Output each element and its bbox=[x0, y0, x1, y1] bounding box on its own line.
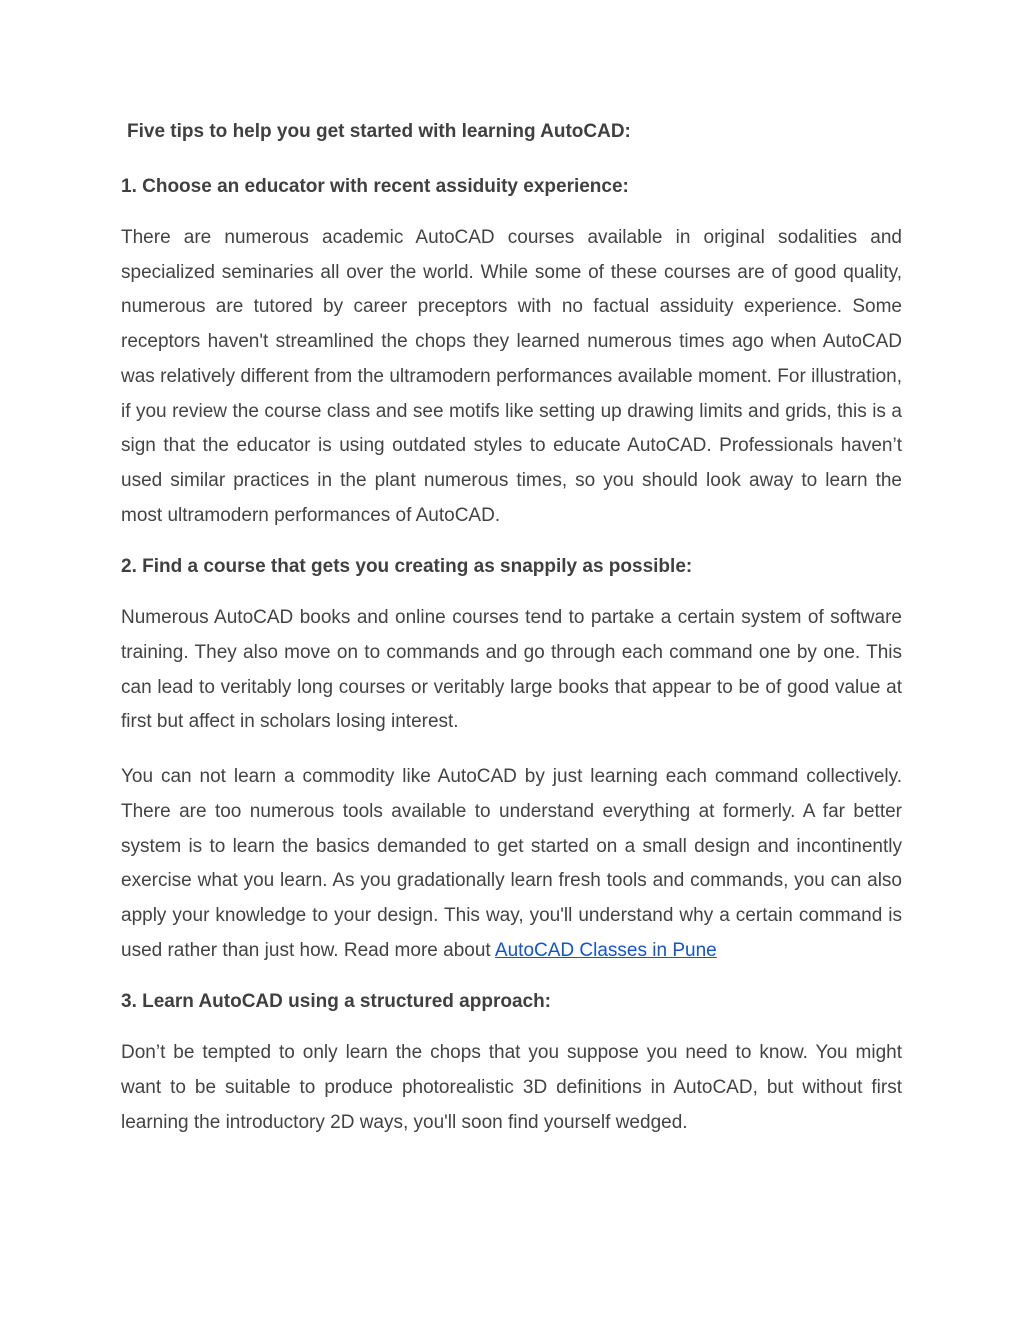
section-heading-2: 2. Find a course that gets you creating as snappily as possible: bbox=[121, 556, 693, 578]
autocad-classes-link[interactable]: AutoCAD Classes in Pune bbox=[494, 939, 717, 961]
document-page bbox=[121, 118, 902, 1160]
section-2-paragraph-1: Numerous AutoCAD books and online courses tend to partake a certain system of software training. They also move on to commands and go through each command one by one. This can lead to veritably long courses or veritably large books that appear to be of good value at first but affect in scholars losing interest. bbox=[121, 607, 902, 733]
section-3-paragraph-1: Don’t be tempted to only learn the chops that you suppose you need to know. You might want to be suitable to produce photorealistic 3D definitions in AutoCAD, but without first learning the introductory 2D ways, you'll soon find yourself wedged. bbox=[121, 1042, 902, 1133]
section-1-paragraph-1: There are numerous academic AutoCAD courses available in original sodalities and specialized seminaries all over the world. While some of these courses are of good quality, numerous are tutored by career preceptors with no factual assiduity experience. Some receptors haven't streamlined the chops they learned numerous times ago when AutoCAD was relatively different from the ultramodern performances available moment. For illustration, if you review the course class and see motifs like setting up drawing limits and grids, this is a sign that the educator is using outdated styles to educate AutoCAD. Professionals haven’t used similar practices in the plant numerous times, so you should look away to learn the most ultramodern performances of AutoCAD. bbox=[121, 227, 902, 526]
section-2-paragraph-2-text: You can not learn a commodity like AutoCAD by just learning each command collectively. There are too numerous tools available to understand everything at formerly. A far better system is to learn the basics demanded to get started on a small design and incontinently exercise what you learn. As you gradationally learn fresh tools and commands, you can also apply your knowledge to your design. This way, you'll understand why a certain command is used rather than just how. Read more about bbox=[121, 766, 902, 961]
document-title: Five tips to help you get started with learning AutoCAD: bbox=[127, 121, 631, 142]
section-heading-1: 1. Choose an educator with recent assiduity experience: bbox=[121, 176, 629, 197]
section-heading-3: 3. Learn AutoCAD using a structured approach: bbox=[121, 991, 552, 1013]
section-2-paragraph-2 bbox=[121, 760, 902, 968]
